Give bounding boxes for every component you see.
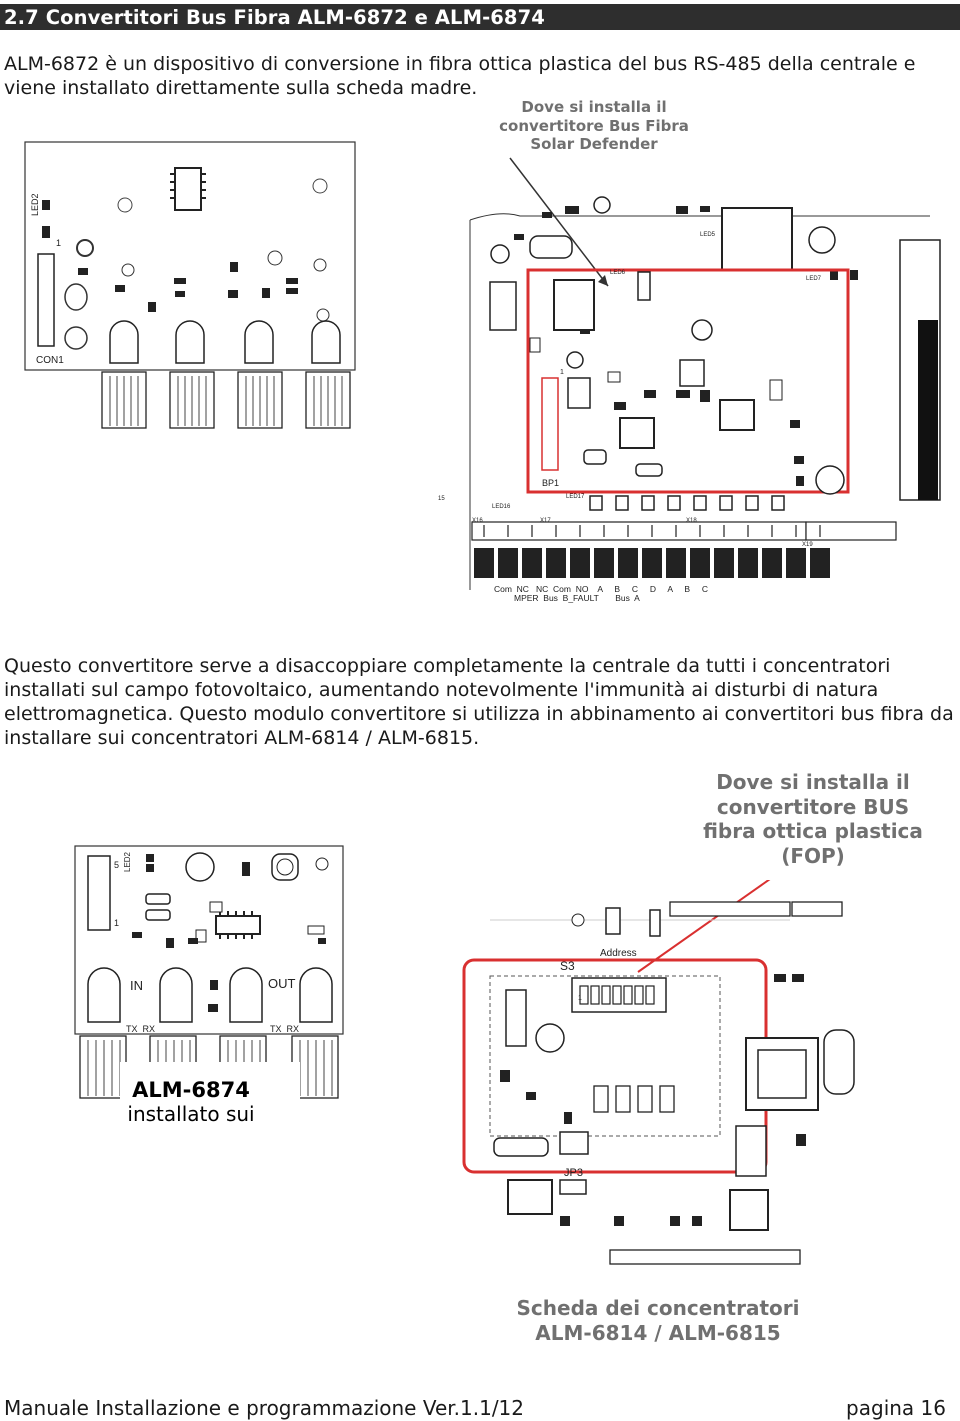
s3-label: S3: [560, 959, 575, 973]
led6-label: LED6: [610, 270, 626, 276]
in-label: IN: [130, 978, 143, 993]
concentrator-board-drawing: [460, 880, 880, 1290]
section-title: 2.7 Convertitori Bus Fibra ALM-6872 e ALM-6874: [4, 6, 545, 29]
product-caption: [96, 1078, 286, 1126]
small-board-con-label: CON1: [36, 355, 64, 366]
product-name: ALM-6874: [132, 1078, 250, 1102]
terminal-labels-top: Com NC NC Com NO A B C D A B C: [494, 584, 708, 594]
module-led-label: LED2: [123, 851, 132, 872]
product-sub: installato sui: [127, 1102, 255, 1126]
module-pin1-label: 1: [114, 918, 120, 928]
callout-fibra-solar-defender: Dove si installa il convertitore Bus Fibra Solar Defender: [499, 98, 689, 153]
section-header: [0, 4, 960, 30]
small-board-pin-label: 1: [56, 238, 62, 248]
x19-label: X19: [802, 542, 813, 548]
n15-label: 15: [438, 496, 445, 502]
led17-label: LED17: [566, 494, 585, 500]
led16-label: LED16: [492, 504, 511, 510]
txrx-left-label: TX RX: [126, 1024, 156, 1034]
jp3-label: JP3: [564, 1167, 583, 1179]
main-pin1-label: 1: [560, 369, 564, 376]
alm-6872-board-drawing: [20, 140, 360, 440]
led7-label: LED7: [806, 276, 822, 282]
module-pin5-label: 5: [114, 860, 120, 870]
address-label: Address: [600, 948, 637, 959]
intro-paragraph: ALM-6872 è un dispositivo di conversione in fibra ottica plastica del bus RS-485 della centrale e viene installato direttamente sulla scheda madre.: [4, 53, 916, 99]
callout-fop-installation: Dove si installa il convertitore BUS fibra ottica plastica (FOP): [703, 770, 923, 868]
x16-label: X16: [472, 518, 483, 524]
terminal-labels-bottom: MPER Bus B_FAULT Bus A: [514, 593, 640, 603]
alm-6874-module-drawing: [70, 840, 360, 1102]
led5-label: LED5: [700, 232, 716, 238]
callout-concentrator-board: Scheda dei concentratori ALM-6814 / ALM-6815: [516, 1296, 800, 1345]
x17-label: X17: [540, 518, 551, 524]
out-label: OUT: [268, 976, 296, 991]
board-pin1-label: 1: [578, 995, 582, 1002]
x18-label: X18: [686, 518, 697, 524]
footer-page-number: pagina 16: [846, 1396, 946, 1420]
bp1-label: BP1: [542, 478, 560, 488]
footer-manual-version: Manuale Installazione e programmazione Ver.1.1/12: [4, 1396, 524, 1420]
small-board-led-label: LED2: [30, 193, 40, 216]
main-board-drawing: [430, 150, 950, 610]
txrx-right-label: TX RX: [270, 1024, 300, 1034]
description-paragraph: Questo convertitore serve a disaccoppiare completamente la centrale da tutti i concentratori installati sul campo fotovoltaico, aumentando notevolmente l'immunità ai disturbi di natura elettromagnetica. Questo modulo convertitore si utilizza in abbinamento ai convertitori bus fibra da installare sui concentratori ALM-6814 / ALM-6815.: [4, 655, 954, 749]
